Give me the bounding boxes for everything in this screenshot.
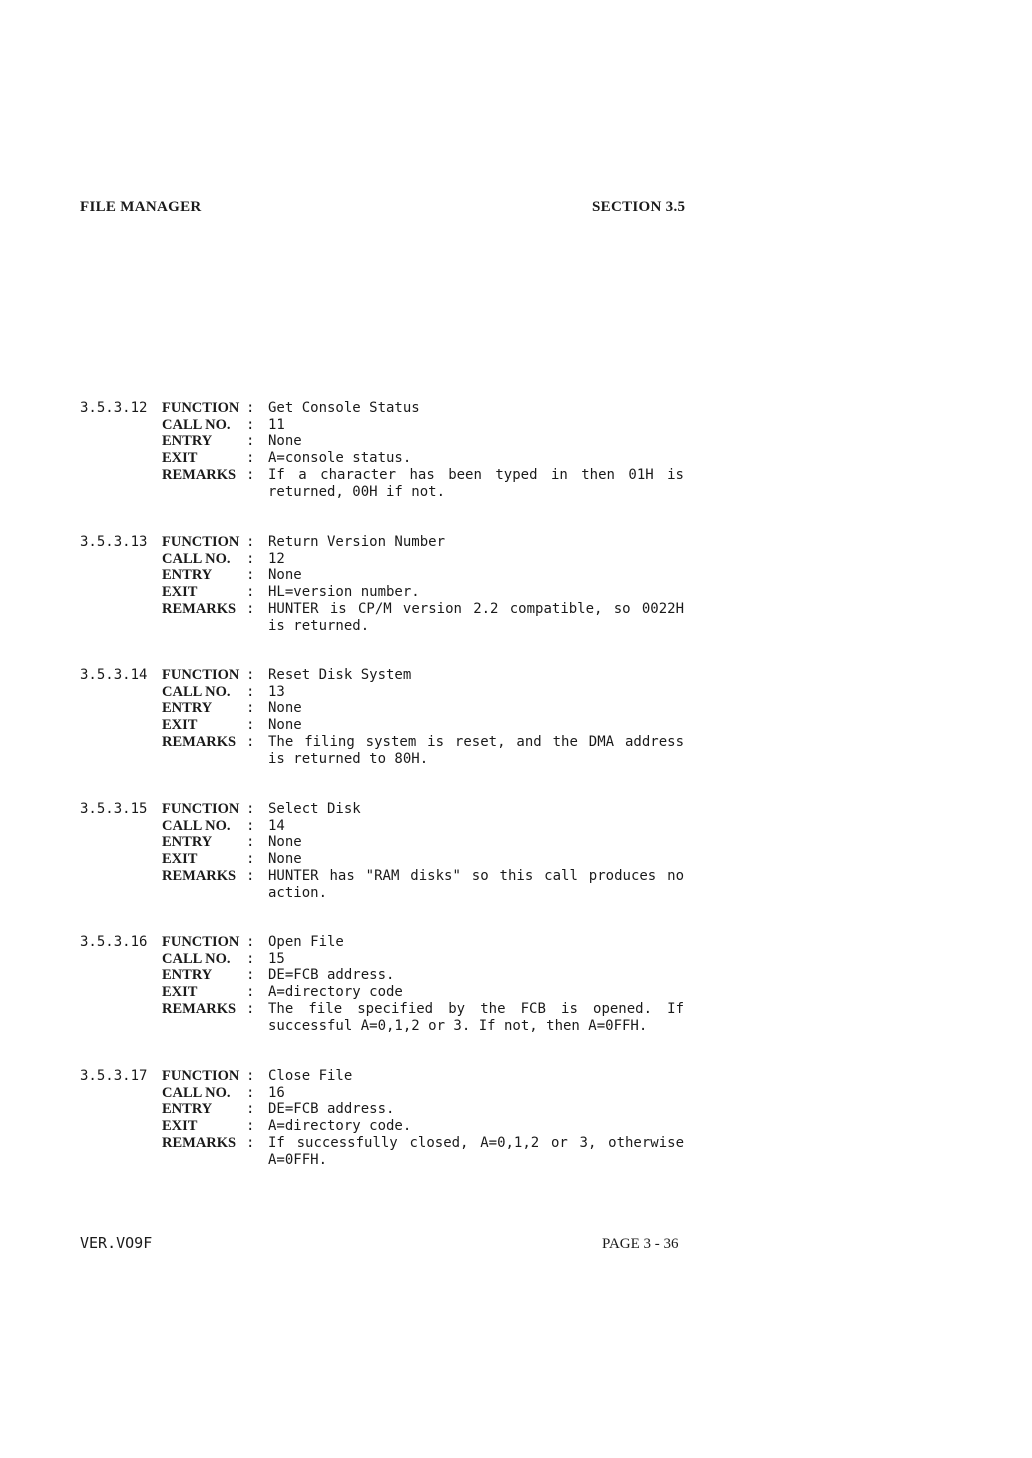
field-value: Reset Disk System	[268, 667, 412, 683]
field-label: REMARKS	[162, 466, 237, 483]
field-value: The file specified by the FCB is opened. If successful A=0,1,2 or 3. If not, then A=0FFH.	[268, 1000, 684, 1034]
function-row	[162, 1068, 702, 1085]
entry-number: 3.5.3.14	[80, 667, 148, 683]
field-label: REMARKS	[162, 1134, 237, 1151]
field-value: None	[268, 851, 302, 868]
field-label: REMARKS	[162, 733, 237, 750]
field-value: HUNTER has "RAM disks" so this call produces no action.	[268, 867, 684, 901]
entry-fields	[162, 1068, 702, 1168]
field-separator: :	[246, 834, 255, 851]
field-label: ENTRY	[162, 433, 213, 450]
field-label: REMARKS	[162, 867, 237, 884]
entry-row	[162, 967, 702, 984]
field-label: FUNCTION	[162, 1068, 240, 1084]
field-value: 14	[268, 817, 285, 834]
field-value: 13	[268, 683, 285, 700]
field-separator: :	[246, 967, 255, 984]
entry-row	[162, 700, 702, 717]
field-label: CALL NO.	[162, 817, 231, 834]
entry-number: 3.5.3.13	[80, 534, 148, 550]
field-separator: :	[246, 534, 255, 550]
field-label: ENTRY	[162, 834, 213, 851]
field-separator: :	[246, 1068, 255, 1084]
field-value: A=directory code	[268, 984, 403, 1001]
field-value: If a character has been typed in then 01H is returned, 00H if not.	[268, 466, 684, 500]
field-label: EXIT	[162, 851, 198, 868]
field-value: Get Console Status	[268, 400, 420, 416]
remarks-row	[162, 1001, 702, 1034]
exit-row	[162, 450, 702, 467]
call-no-row	[162, 1085, 702, 1102]
field-value: The filing system is reset, and the DMA address is returned to 80H.	[268, 733, 684, 767]
field-separator: :	[246, 550, 255, 567]
field-separator: :	[246, 584, 255, 601]
field-separator: :	[246, 416, 255, 433]
entry-row	[162, 834, 702, 851]
field-value: None	[268, 834, 302, 851]
field-separator: :	[246, 400, 255, 416]
entry-number: 3.5.3.12	[80, 400, 148, 416]
field-value: 15	[268, 950, 285, 967]
field-separator: :	[246, 851, 255, 868]
entry-fields	[162, 667, 702, 767]
field-label: CALL NO.	[162, 683, 231, 700]
entry-fields	[162, 534, 702, 634]
remarks-row	[162, 467, 702, 500]
entry-row	[162, 567, 702, 584]
field-label: FUNCTION	[162, 934, 240, 950]
function-row	[162, 801, 702, 818]
field-value: DE=FCB address.	[268, 967, 395, 984]
function-row	[162, 534, 702, 551]
field-separator: :	[246, 433, 255, 450]
field-separator: :	[246, 717, 255, 734]
exit-row	[162, 584, 702, 601]
field-label: FUNCTION	[162, 534, 240, 550]
entry-fields	[162, 400, 702, 500]
field-value: None	[268, 567, 302, 584]
field-label: EXIT	[162, 584, 198, 601]
entry-number: 3.5.3.16	[80, 934, 148, 950]
field-label: FUNCTION	[162, 801, 240, 817]
function-row	[162, 400, 702, 417]
field-value: Close File	[268, 1068, 353, 1084]
field-separator: :	[246, 733, 255, 750]
field-separator: :	[246, 567, 255, 584]
field-separator: :	[246, 700, 255, 717]
field-label: CALL NO.	[162, 416, 231, 433]
field-label: FUNCTION	[162, 400, 240, 416]
field-label: ENTRY	[162, 967, 213, 984]
field-label: ENTRY	[162, 567, 213, 584]
call-no-row	[162, 684, 702, 701]
call-no-row	[162, 551, 702, 568]
field-label: EXIT	[162, 1118, 198, 1135]
field-label: REMARKS	[162, 1000, 237, 1017]
function-row	[162, 934, 702, 951]
field-label: CALL NO.	[162, 550, 231, 567]
field-value: None	[268, 700, 302, 717]
field-separator: :	[246, 1118, 255, 1135]
entry-fields	[162, 801, 702, 901]
remarks-row	[162, 734, 702, 767]
field-separator: :	[246, 1134, 255, 1151]
field-label: EXIT	[162, 450, 198, 467]
field-value: Open File	[268, 934, 344, 950]
field-value: DE=FCB address.	[268, 1101, 395, 1118]
field-separator: :	[246, 950, 255, 967]
exit-row	[162, 717, 702, 734]
field-separator: :	[246, 600, 255, 617]
page-header-right: SECTION 3.5	[592, 199, 686, 215]
exit-row	[162, 984, 702, 1001]
version-footer: VER.VO9F	[80, 1234, 153, 1252]
field-label: CALL NO.	[162, 1084, 231, 1101]
field-separator: :	[246, 801, 255, 817]
entry-number: 3.5.3.15	[80, 801, 148, 817]
field-value: A=console status.	[268, 450, 412, 467]
field-label: EXIT	[162, 717, 198, 734]
page-header-left: FILE MANAGER	[80, 199, 202, 215]
field-separator: :	[246, 1101, 255, 1118]
field-separator: :	[246, 466, 255, 483]
entry-row	[162, 1101, 702, 1118]
field-separator: :	[246, 934, 255, 950]
entry-row	[162, 433, 702, 450]
field-label: FUNCTION	[162, 667, 240, 683]
field-label: REMARKS	[162, 600, 237, 617]
call-no-row	[162, 417, 702, 434]
field-label: EXIT	[162, 984, 198, 1001]
field-value: Select Disk	[268, 801, 361, 817]
call-no-row	[162, 818, 702, 835]
field-value: 12	[268, 550, 285, 567]
field-value: HUNTER is CP/M version 2.2 compatible, so 0022H is returned.	[268, 600, 684, 634]
field-separator: :	[246, 867, 255, 884]
field-separator: :	[246, 1000, 255, 1017]
remarks-row	[162, 601, 702, 634]
remarks-row	[162, 1135, 702, 1168]
page-number-footer: PAGE 3 - 36	[602, 1236, 679, 1252]
field-label: CALL NO.	[162, 950, 231, 967]
field-separator: :	[246, 984, 255, 1001]
entry-number: 3.5.3.17	[80, 1068, 148, 1084]
field-separator: :	[246, 450, 255, 467]
exit-row	[162, 851, 702, 868]
function-row	[162, 667, 702, 684]
field-value: 16	[268, 1084, 285, 1101]
field-value: None	[268, 717, 302, 734]
field-value: If successfully closed, A=0,1,2 or 3, otherwise A=0FFH.	[268, 1134, 684, 1168]
field-value: Return Version Number	[268, 534, 446, 550]
field-separator: :	[246, 1084, 255, 1101]
remarks-row	[162, 868, 702, 901]
field-value: HL=version number.	[268, 584, 420, 601]
field-label: ENTRY	[162, 1101, 213, 1118]
entry-fields	[162, 934, 702, 1034]
field-separator: :	[246, 667, 255, 683]
field-label: ENTRY	[162, 700, 213, 717]
field-separator: :	[246, 683, 255, 700]
field-separator: :	[246, 817, 255, 834]
exit-row	[162, 1118, 702, 1135]
field-value: 11	[268, 416, 285, 433]
field-value: None	[268, 433, 302, 450]
call-no-row	[162, 951, 702, 968]
field-value: A=directory code.	[268, 1118, 412, 1135]
